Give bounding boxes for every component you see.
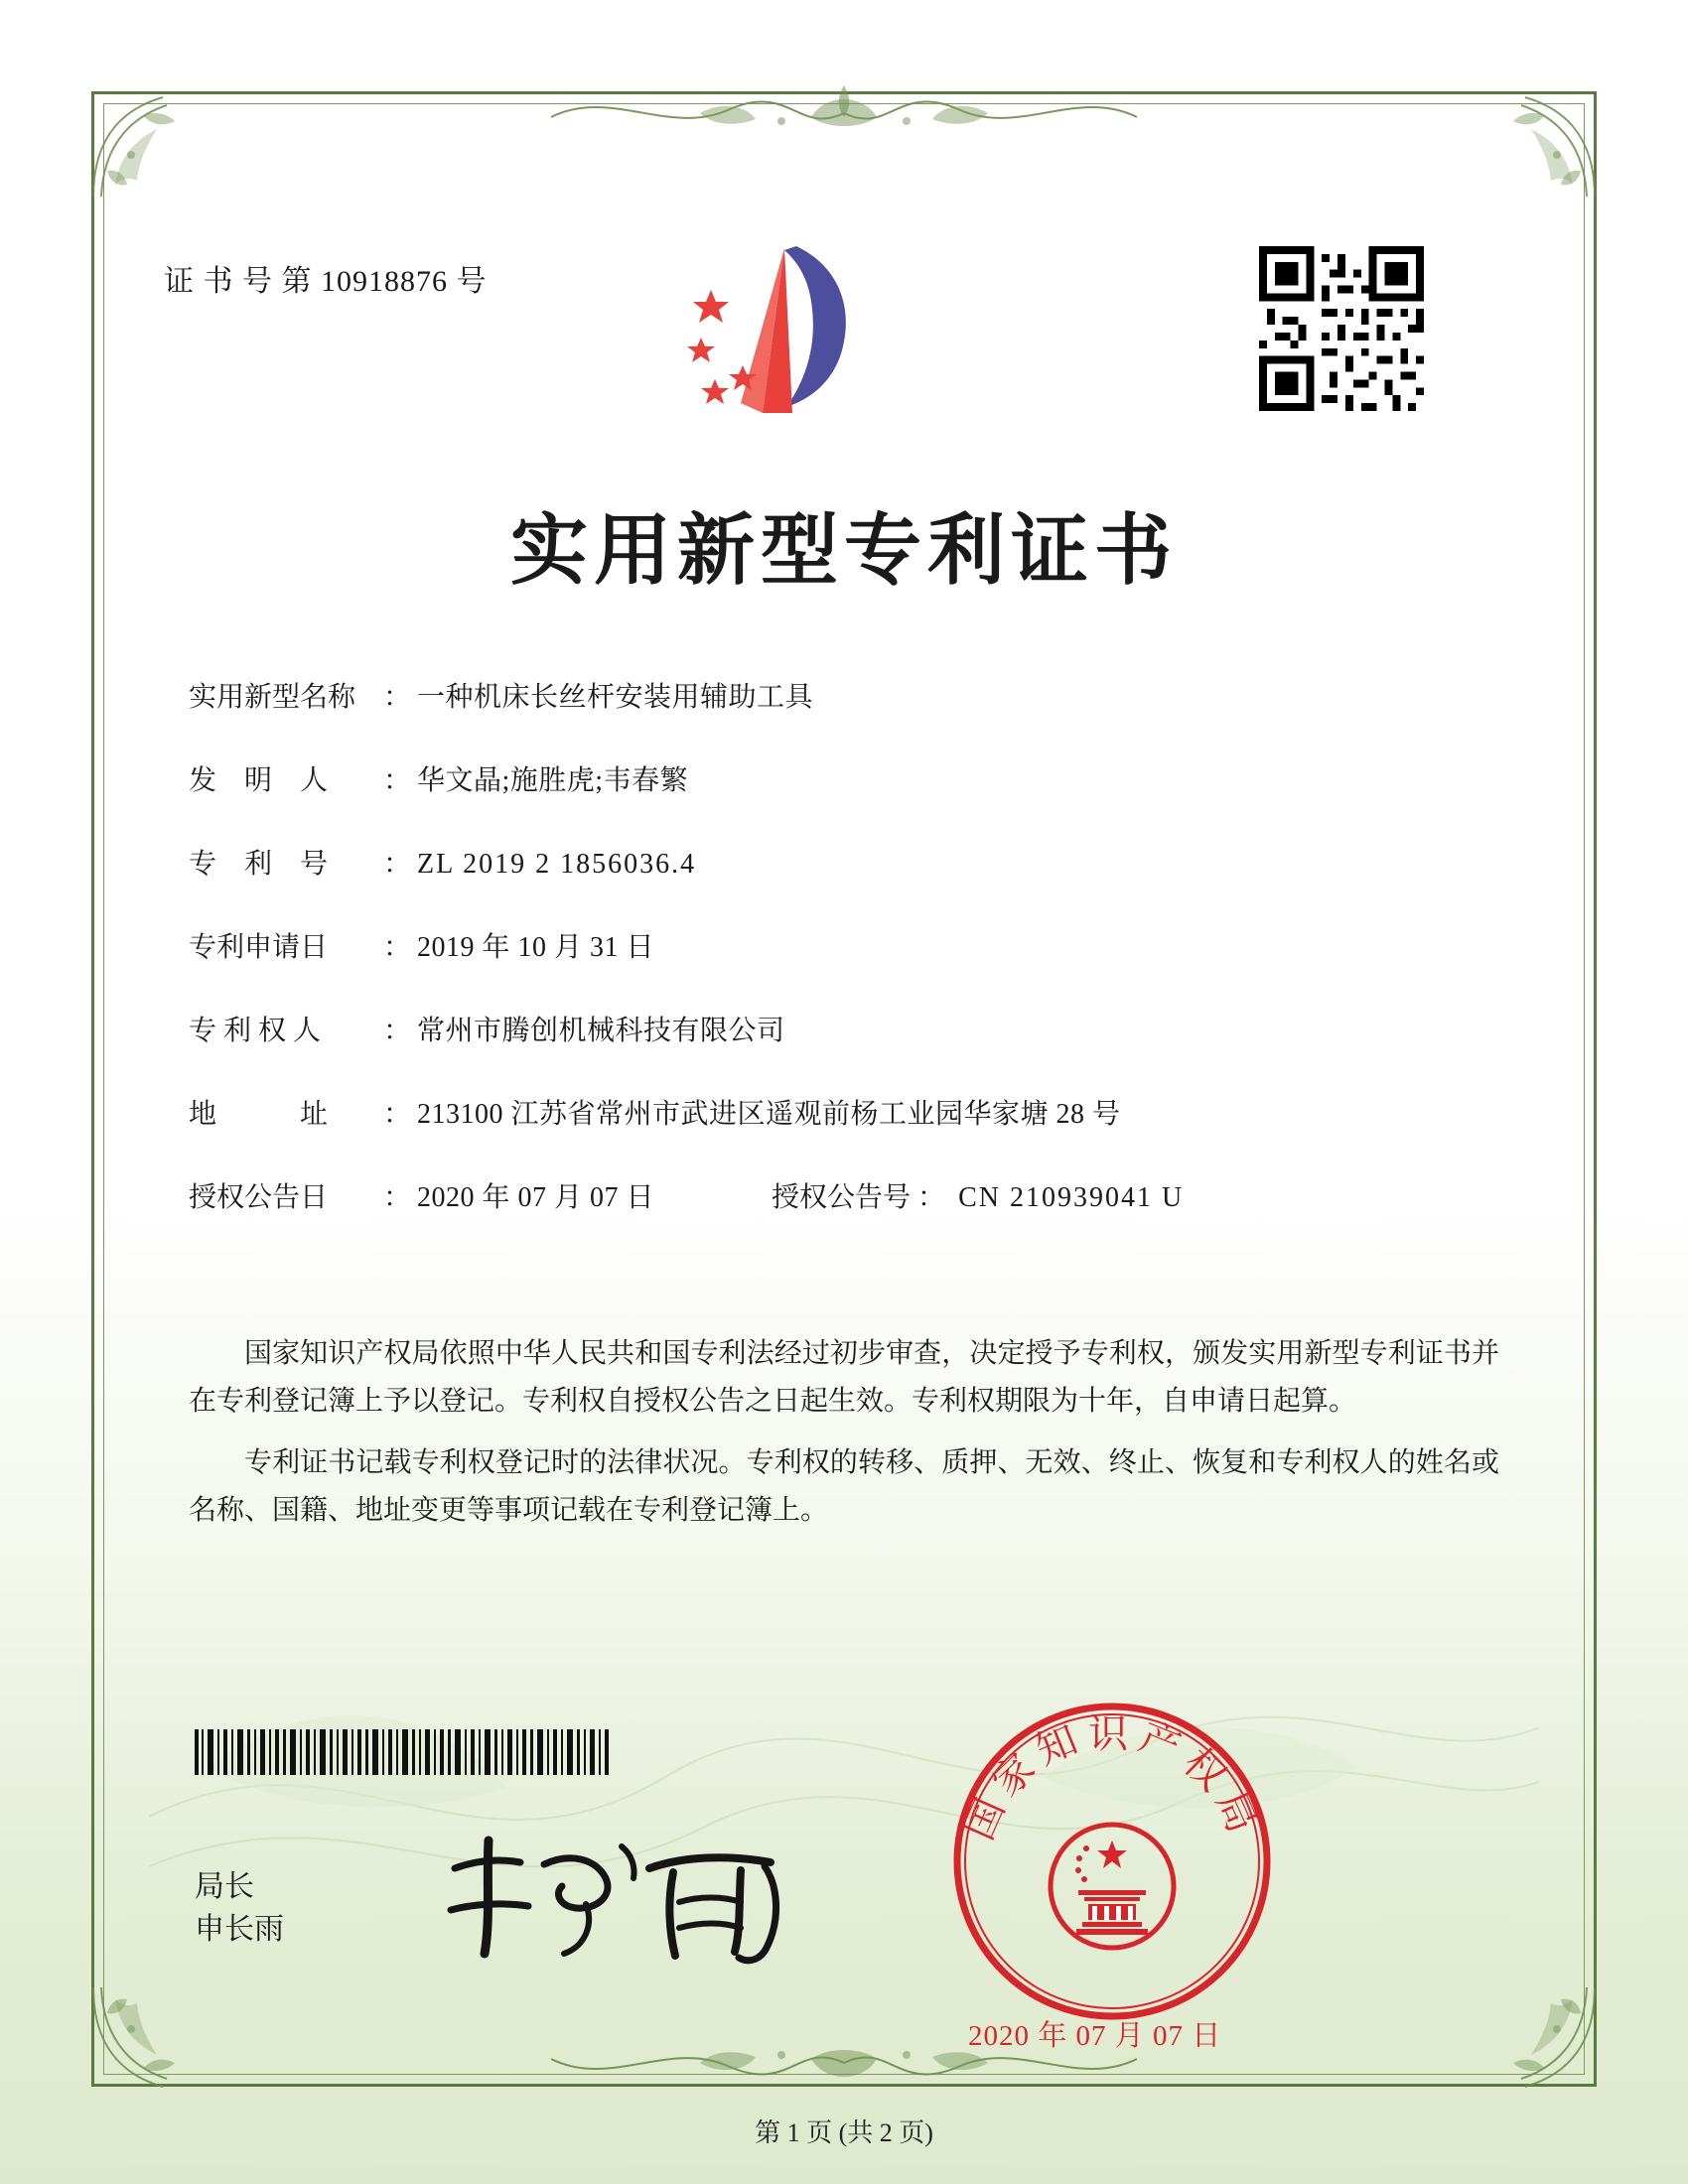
corner-ornament-icon (1483, 1979, 1603, 2099)
top-border-ornament-icon (551, 77, 1137, 147)
grant-date-value: 2020 年 07 月 07 日 (417, 1182, 655, 1213)
field-colon: ： (917, 1182, 946, 1213)
field-row-grant-announcement (189, 1175, 1509, 1215)
grant-date-label: 授权公告日 (189, 1182, 329, 1213)
field-value: 一种机床长丝杆安装用辅助工具 (417, 682, 814, 713)
field-label: 发 明 人 (189, 765, 329, 796)
field-row-patent-number (189, 842, 1509, 882)
field-value: 华文晶;施胜虎;韦春繁 (417, 765, 689, 796)
legal-text-block (189, 1330, 1499, 1550)
qr-code-icon (1259, 246, 1424, 411)
grant-number-group (772, 1175, 1184, 1215)
field-colon: ： (383, 1016, 412, 1046)
field-value: 常州市腾创机械科技有限公司 (417, 1016, 785, 1046)
field-colon: ： (383, 932, 412, 963)
field-row-address (189, 1092, 1509, 1132)
grant-number-value: CN 210939041 U (958, 1182, 1185, 1213)
field-label: 实用新型名称 (189, 682, 356, 713)
field-row-utility-model-name (189, 675, 1509, 715)
field-colon: ： (383, 682, 412, 713)
field-row-application-date (189, 925, 1509, 965)
corner-ornament-icon (85, 85, 205, 205)
svg-text:国家知识产权局: 国家知识产权局 (956, 1711, 1268, 1847)
handwritten-signature-icon (437, 1825, 814, 1974)
director-title: 局长 (195, 1870, 254, 1903)
field-value: 213100 江苏省常州市武进区遥观前杨工业园华家塘 28 号 (417, 1099, 1121, 1130)
certificate-fields (189, 675, 1509, 1259)
director-name: 申长雨 (195, 1912, 284, 1946)
field-label: 地 址 (189, 1099, 329, 1130)
field-colon: ： (383, 1182, 412, 1213)
paragraph-grant-statement: 国家知识产权局依照中华人民共和国专利法经过初步审查，决定授予专利权，颁发实用新型专利证书并在专利登记簿上予以登记。专利权自授权公告之日起生效。专利权期限为十年，自申请日起算。 (189, 1338, 1499, 1418)
field-colon: ： (383, 1099, 412, 1130)
field-label: 专 利 权 人 (189, 1016, 322, 1046)
field-colon: ： (383, 765, 412, 796)
director-block (195, 1866, 284, 1951)
field-row-inventors (189, 758, 1509, 798)
field-value: 2019 年 10 月 31 日 (417, 932, 655, 963)
field-colon: ： (383, 849, 412, 880)
official-red-seal-icon (948, 1698, 1276, 2025)
page-footer: 第 1 页 (共 2 页) (755, 2118, 933, 2147)
field-row-patentee (189, 1009, 1509, 1048)
seal-date: 2020 年 07 月 07 日 (968, 2020, 1222, 2052)
cnipa-logo-icon (667, 238, 906, 437)
page-title: 实用新型专利证书 (509, 505, 1178, 596)
paragraph-registry-statement: 专利证书记载专利权登记时的法律状况。专利权的转移、质押、无效、终止、恢复和专利权人的姓名或名称、国籍、地址变更等事项记载在专利登记簿上。 (189, 1447, 1499, 1527)
field-label: 专利申请日 (189, 932, 329, 963)
barcode-icon (195, 1729, 612, 1775)
grant-number-label: 授权公告号 (772, 1182, 912, 1213)
corner-ornament-icon (85, 1979, 205, 2099)
corner-ornament-icon (1483, 85, 1603, 205)
certificate-number: 证 书 号 第 10918876 号 (164, 265, 488, 298)
field-value: ZL 2019 2 1856036.4 (417, 849, 697, 880)
field-label: 专 利 号 (189, 849, 329, 880)
